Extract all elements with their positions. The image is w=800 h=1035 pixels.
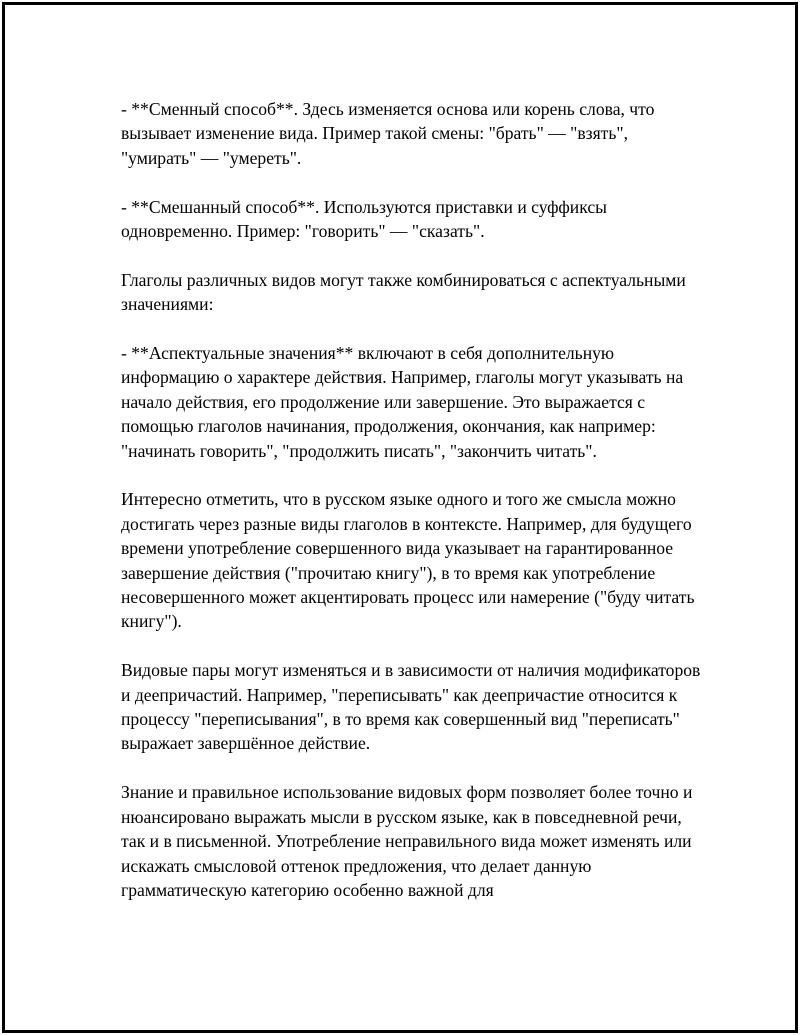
- paragraph-aspectual-meanings: - **Аспектуальные значения** включают в себя дополнительную информацию о характере действия. Например, глаголы могут указывать на начало действия, его продолжение или завершение. Это выражается с помощью глаголов начинания, продолжения, окончания, как например: "начинать говорить", "продолжить писать", "закончить читать".: [121, 343, 684, 461]
- paragraph-aspectual-intro: Глаголы различных видов могут также комбинироваться с аспектуальными значениями:: [121, 269, 686, 315]
- paragraph-mixed-method: - **Смешанный способ**. Используются приставки и суффиксы одновременно. Пример: "говорить" — "сказать".: [121, 196, 607, 242]
- paragraph-future-tense: Интересно отметить, что в русском языке одного и того же смысла можно достигать через разные виды глаголов в контексте. Например, для будущего времени употребление совершенного вида указывает на гарантированное завершение действия ("прочитаю книгу"), в то время как употребление несовершенного может акцентировать процесс или намерение ("буду читать книгу").: [121, 489, 695, 632]
- paragraph-aspect-pairs: Видовые пары могут изменяться и в зависимости от наличия модификаторов и деепричастий. Например, "переписывать" как деепричастие относится к процессу "переписывания", в то время как совершенный вид "переписать" выражает завершённое действие.: [121, 660, 701, 754]
- paragraph-suppletive-method: - **Сменный способ**. Здесь изменяется основа или корень слова, что вызывает изменение вида. Пример такой смены: "брать" — "взять", "умирать" — "умереть".: [121, 99, 655, 168]
- paragraph-conclusion: Знание и правильное использование видовых форм позволяет более точно и нюансировано выражать мысли в русском языке, как в повседневной речи, так и в письменной. Употребление неправильного вида может изменять или искажать смысловой оттенок предложения, что делает данную грамматическую категорию особенно важной для: [121, 782, 693, 900]
- page-frame: [2, 2, 798, 1033]
- document-body: [121, 97, 701, 927]
